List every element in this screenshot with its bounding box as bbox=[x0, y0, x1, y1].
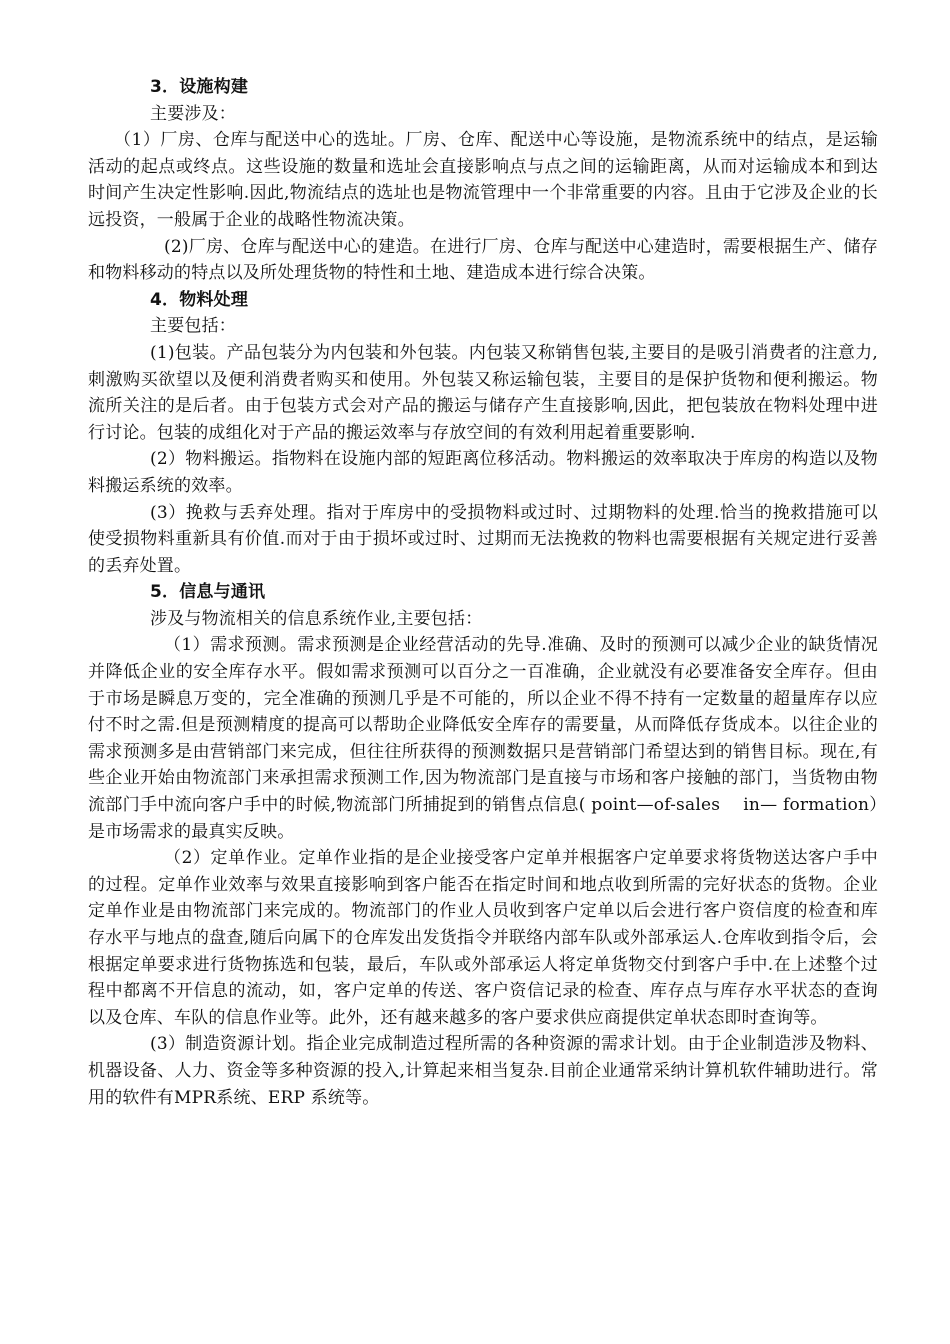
section-lead: 主要涉及： bbox=[150, 103, 236, 124]
paragraph: (2）物料搬运。指物料在设施内部的短距离位移活动。物料搬运的效率取决于库房的构造以及物料搬运系统的效率。 bbox=[88, 449, 878, 496]
paragraph: （2）定单作业。定单作业指的是企业接受客户定单并根据客户定单要求将货物送达客户手中的过程。定单作业效率与效果直接影响到客户能否在指定时间和地点收到所需的完好状态的货物。企业定单作业是由物流部门来完成的。物流部门的作业人员收到客户定单以后会进行客户资信度的检查和库存水平与地点的盘查,随后向属下的仓库发出发货指令并联络内部车队或外部承运人.仓库收到指令后，会根据定单要求进行货物拣选和包装，最后，车队或外部承运人将定单货物交付到客户手中.在上述整个过程中都离不开信息的流动，如，客户定单的传送、客户资信记录的检查、库存点与库存水平状态的查询以及仓库、车队的信息作业等。此外，还有越来越多的客户要求供应商提供定单状态即时查询等。 bbox=[88, 848, 878, 1028]
section-heading-material-handling: 4．物料处理 bbox=[150, 289, 249, 310]
paragraph: (3）制造资源计划。指企业完成制造过程所需的各种资源的需求计划。由于企业制造涉及物料、机器设备、人力、资金等多种资源的投入,计算起来相当复杂.目前企业通常采纳计算机软件辅助进行。常用的软件有MPR系统、ERP 系统等。 bbox=[88, 1034, 878, 1108]
section-lead: 主要包括： bbox=[150, 316, 236, 337]
section-lead: 涉及与物流相关的信息系统作业,主要包括： bbox=[150, 608, 483, 629]
paragraph: (1)包装。产品包装分为内包装和外包装。内包装又称销售包装,主要目的是吸引消费者的注意力,刺激购买欲望以及便利消费者购买和使用。外包装又称运输包装，主要目的是保护货物和便利搬运。物流所关注的是后者。由于包装方式会对产品的搬运与储存产生直接影响,因此，把包装放在物料处理中进行讨论。包装的成组化对于产品的搬运效率与存放空间的有效利用起着重要影响. bbox=[88, 342, 878, 443]
section-heading-facilities: 3．设施构建 bbox=[150, 77, 249, 97]
document-body bbox=[88, 74, 878, 1111]
paragraph: （1）厂房、仓库与配送中心的选址。厂房、仓库、配送中心等设施，是物流系统中的结点，是运输活动的起点或终点。这些设施的数量和选址会直接影响点与点之间的运输距离，从而对运输成本和到达时间产生决定性影响.因此,物流结点的选址也是物流管理中一个非常重要的内容。且由于它涉及企业的长远投资，一般属于企业的战略性物流决策。 bbox=[88, 130, 878, 230]
paragraph: （1）需求预测。需求预测是企业经营活动的先导.准确、及时的预测可以减少企业的缺货情况并降低企业的安全库存水平。假如需求预测可以百分之一百准确，企业就没有必要准备安全库存。但由于市场是瞬息万变的，完全准确的预测几乎是不可能的，所以企业不得不持有一定数量的超量库存以应付不时之需.但是预测精度的提高可以帮助企业降低安全库存的需要量，从而降低存货成本。以往企业的需求预测多是由营销部门来完成，但往往所获得的预测数据只是营销部门希望达到的销售目标。现在,有些企业开始由物流部门来承担需求预测工作,因为物流部门是直接与市场和客户接触的部门，当货物由物流部门手中流向客户手中的时候,物流部门所捕捉到的销售点信息( point—of-sales in— formation）是市场需求的最真实反映。 bbox=[88, 635, 878, 842]
section-heading-information: 5．信息与通讯 bbox=[150, 582, 266, 603]
paragraph: (2)厂房、仓库与配送中心的建造。在进行厂房、仓库与配送中心建造时，需要根据生产、储存和物料移动的特点以及所处理货物的特性和土地、建造成本进行综合决策。 bbox=[88, 236, 878, 284]
paragraph: (3）挽救与丢弃处理。指对于库房中的受损物料或过时、过期物料的处理.恰当的挽救措施可以使受损物料重新具有价值.而对于由于损坏或过时、过期而无法挽救的物料也需要根据有关规定进行妥善的丢弃处置。 bbox=[88, 502, 878, 576]
